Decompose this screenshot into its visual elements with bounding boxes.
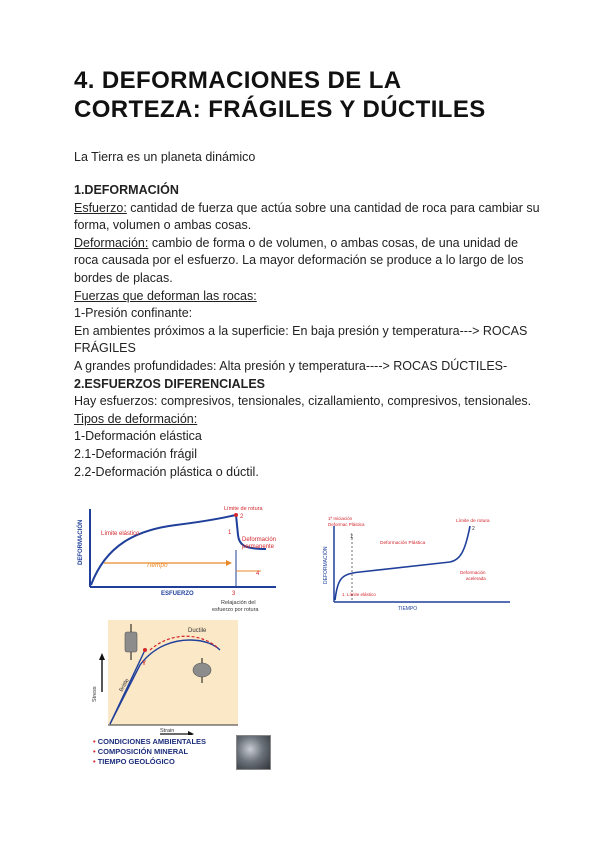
page-title (74, 66, 544, 124)
esfuerzo-paragraph (74, 200, 544, 235)
section1-heading: 1.DEFORMACIÓN (74, 183, 179, 197)
fig2-inicio-1: 1ª Iniciación (328, 516, 353, 521)
fig1-number-3: 3 (232, 591, 236, 597)
fig2-def-acelerada-2: acelerada (466, 576, 486, 581)
fig3-y-mark: Y (142, 661, 147, 667)
fig3-y-arrowhead (99, 653, 105, 660)
fig1-number-2: 2 (240, 514, 244, 520)
factor-item (93, 737, 206, 747)
presion-line: 1-Presión confinante: (74, 306, 193, 321)
fig3-ylabel: Stress (92, 686, 98, 702)
fig1-limite-rotura: Límite de rotura (224, 506, 263, 512)
fig2-number-2: 2 (472, 526, 475, 532)
fig3-ductile-sample-icon (193, 663, 211, 677)
fig3-brittle-point (143, 648, 147, 652)
fig2-curve (335, 526, 470, 600)
fig2-def-plastica: Deformación Plástica (380, 541, 426, 546)
fig2-inicio-2: Deformac Plástica (328, 522, 365, 527)
fig1-relajacion-2: esfuerzo por rotura (212, 607, 259, 613)
fig1-limite-elastico: Límite elástico (101, 531, 140, 537)
figure-stress-deformation (76, 505, 296, 620)
fig2-limite-rotura: Límite de rotura (456, 519, 490, 524)
fig2-ylabel: DEFORMACIÓN (323, 546, 329, 584)
fig1-tiempo-label: Tiempo (146, 562, 168, 569)
rock-photo-thumbnail (236, 735, 271, 770)
fig1-rupture-point (234, 513, 238, 517)
fig3-brittle-label: Brittle (118, 677, 131, 693)
fig3-x-arrowhead (188, 731, 194, 735)
fig2-def-acelerada-1: Deformación (460, 570, 486, 575)
fig3-xlabel: Strain (160, 728, 175, 734)
fig1-def-permanente-1: Deformación (242, 537, 277, 543)
fig3-brittle-sample-icon (125, 632, 137, 652)
fig2-number-1: 1 (350, 534, 354, 540)
deformacion-paragraph (74, 235, 544, 288)
factors-list (93, 737, 206, 767)
tipos-heading: Tipos de deformación: (74, 411, 198, 426)
fig1-ylabel: DEFORMACIÓN (78, 519, 84, 565)
factor-bullet: • (93, 737, 98, 746)
title-line-2: CORTEZA: FRÁGILES Y DÚCTILES (74, 96, 486, 123)
deformacion-term: Deformación: (74, 235, 149, 250)
tipo-2: 2.1-Deformación frágil (74, 446, 197, 461)
esfuerzo-definition: cantidad de fuerza que actúa sobre una cantidad de roca para cambiar su forma, volumen o ambas cosas. (74, 200, 540, 233)
section2-heading: 2.ESFUERZOS DIFERENCIALES (74, 376, 265, 391)
intro-text: La Tierra es un planeta dinámico (74, 150, 256, 164)
fuerzas-heading: Fuerzas que deforman las rocas: (74, 288, 257, 303)
fig2-xlabel: TIEMPO (398, 606, 418, 612)
body-text (74, 182, 544, 481)
profundidades-line: A grandes profundidades: Alta presión y temperatura----> ROCAS DÚCTILES- (74, 358, 508, 373)
fig1-curve (91, 515, 236, 585)
tipo-3: 2.2-Deformación plástica o dúctil. (74, 464, 259, 479)
fig1-def-permanente-2: permanente (242, 544, 275, 550)
fig1-number-4: 4 (256, 571, 260, 577)
factor-label: TIEMPO GEOLÓGICO (97, 757, 175, 766)
figure-ductile-brittle (90, 620, 240, 735)
fig1-xlabel: ESFUERZO (161, 591, 194, 597)
fig1-tiempo-arrowhead (226, 560, 232, 566)
esfuerzos-line: Hay esfuerzos: compresivos, tensionales, cizallamiento, compresivos, tensionales. (74, 394, 532, 409)
factor-label: COMPOSICIÓN MINERAL (97, 747, 189, 756)
factor-item (93, 757, 206, 767)
factor-bullet: • (93, 747, 98, 756)
tipo-1: 1-Deformación elástica (74, 429, 202, 444)
figure-deformation-time (320, 512, 520, 612)
ambientes-line: En ambientes próximos a la superficie: En baja presión y temperatura---> ROCAS FRÁGILES (74, 323, 528, 356)
fig2-limite-elastico: 1. Límite elástico (342, 592, 376, 597)
factor-label: CONDICIONES AMBIENTALES (97, 737, 207, 746)
factor-item (93, 747, 206, 757)
fig3-ductile-label: Ductile (188, 628, 207, 634)
esfuerzo-term: Esfuerzo: (74, 200, 127, 215)
fig1-relajacion-1: Relajación del (221, 600, 256, 606)
factor-bullet: • (93, 757, 98, 766)
fig1-number-1: 1 (228, 530, 232, 536)
deformacion-definition: cambio de forma o de volumen, o ambas cosas, de una unidad de roca causada por el esfuerzo. La mayor deformación se produce a lo largo de los bordes de placas. (74, 235, 524, 285)
title-line-1: 4. DEFORMACIONES DE LA (74, 67, 402, 94)
